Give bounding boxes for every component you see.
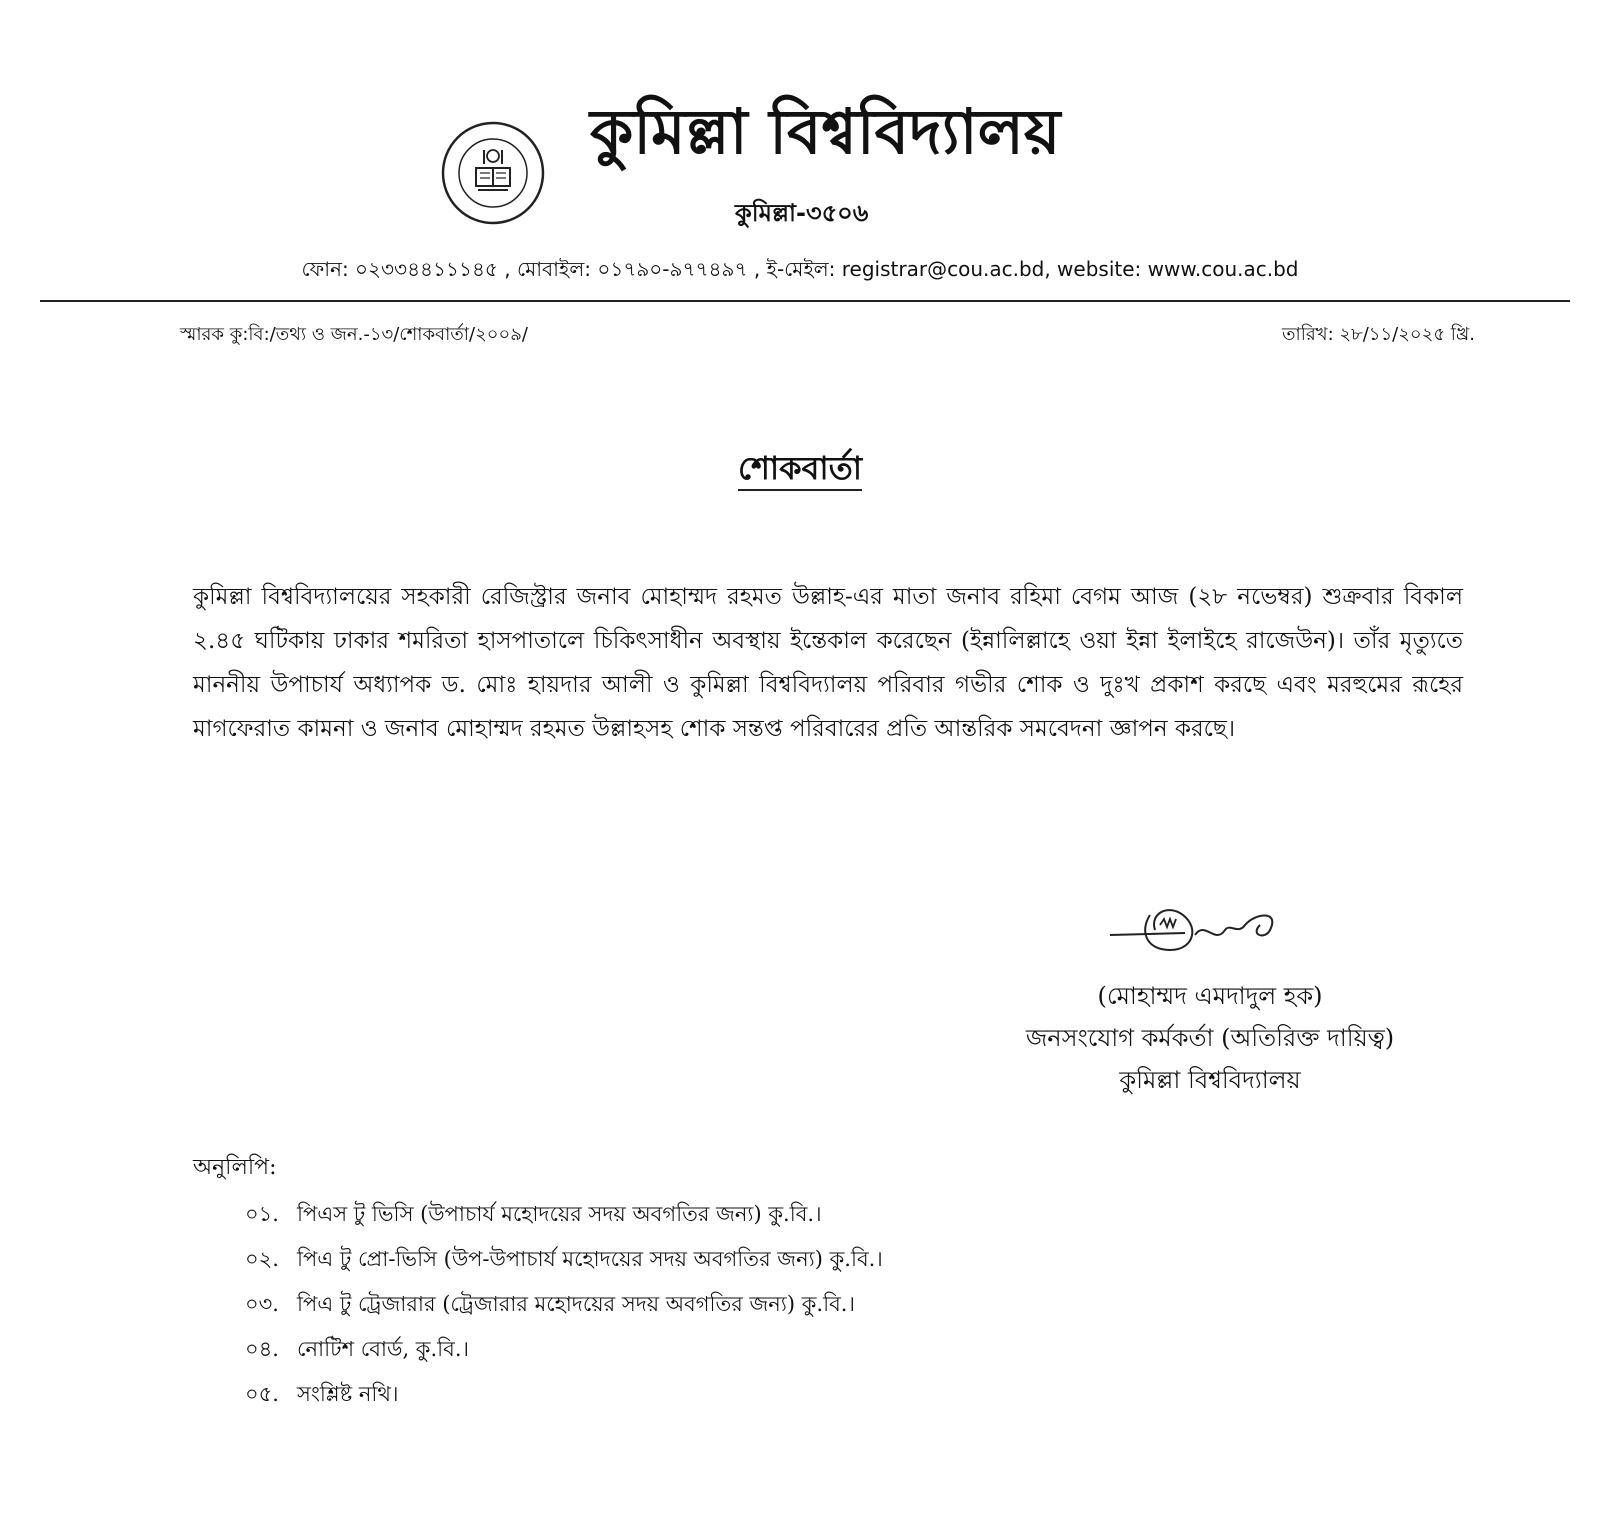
list-item-text: পিএস টু ভিসি (উপাচার্য মহোদয়ের সদয় অবগতির জন্য) কু.বি.। [297,1202,822,1226]
copy-list-label: অনুলিপি: [193,1155,277,1180]
signatory-designation: জনসংযোগ কর্মকর্তা (অতিরিক্ত দায়িত্ব) [1025,1024,1395,1052]
signatory-name: (মোহাম্মদ এমদাদুল হক) [1097,982,1323,1010]
list-item-number: ০২. [245,1247,279,1271]
memo-date: তারিখ: ২৮/১১/২০২৫ খ্রি. [1281,324,1475,345]
list-item-text: পিএ টু ট্রেজারার (ট্রেজারার মহোদয়ের সদয় অবগতির জন্য) কু.বি.। [297,1292,855,1316]
memo-reference: স্মারক কু:বি:/তথ্য ও জন.-১৩/শোকবার্তা/২০০৯/ [180,324,528,345]
body-paragraph: কুমিল্লা বিশ্ববিদ্যালয়ের সহকারী রেজিস্ট্রার জনাব মোহাম্মদ রহমত উল্লাহ-এর মাতা জনাব রহিমা বেগম আজ (২৮ নভেম্বর) শুক্রবার বিকাল ২.৪৫ ঘটিকায় ঢাকার শমরিতা হাসপাতালে চিকিৎসাধীন অবস্থায় ইন্তেকাল করেছেন (ইন্নালিল্লাহে ওয়া ইন্না ইলাইহে রাজেউন)। তাঁর মৃত্যুতে মাননীয় উপাচার্য অধ্যাপক ড. মোঃ হায়দার আলী ও কুমিল্লা বিশ্ববিদ্যালয় পরিবার গভীর শোক ও দুঃখ প্রকাশ করছে এবং মরহুমের রূহের মাগফেরাত কামনা ও জনাব মোহাম্মদ রহমত উল্লাহসহ শোক সন্তপ্ত পরিবারের প্রতি আন্তরিক সমবেদনা জ্ঞাপন করছে। [193,584,1463,742]
document-title [0,443,1600,497]
university-name: কুমিল্লা বিশ্ববিদ্যালয় [590,95,1061,168]
signatory-organization: কুমিল্লা বিশ্ববিদ্যালয় [1119,1066,1301,1094]
list-item [245,1237,883,1282]
handwritten-signature [1110,895,1310,975]
list-item-text: পিএ টু প্রো-ভিসি (উপ-উপাচার্য মহোদয়ের সদয় অবগতির জন্য) কু.বি.। [297,1247,883,1271]
contact-line: ফোন: ০২৩৩৪৪১১১৪৫ , মোবাইল: ০১৭৯০-৯৭৭৪৯৭ , ই-মেইল: registrar@cou.ac.bd, website: www.cou.ac.bd [301,257,1299,281]
list-item-number: ০৫. [245,1382,279,1406]
list-item-number: ০৩. [245,1292,279,1316]
list-item-text: সংশ্লিষ্ট নথি। [297,1382,399,1406]
university-seal-icon [440,120,546,226]
copy-list [245,1192,883,1417]
list-item-text: নোটিশ বোর্ড, কু.বি.। [297,1337,470,1361]
header-divider [40,300,1570,302]
list-item [245,1372,883,1417]
document-title-text: শোকবার্তা [738,449,862,491]
list-item [245,1327,883,1372]
list-item [245,1282,883,1327]
university-address: কুমিল্লা-৩৫০৬ [735,199,869,227]
list-item-number: ০১. [245,1202,279,1226]
signatory-block [970,975,1450,1101]
list-item-number: ০৪. [245,1337,279,1361]
list-item [245,1192,883,1237]
